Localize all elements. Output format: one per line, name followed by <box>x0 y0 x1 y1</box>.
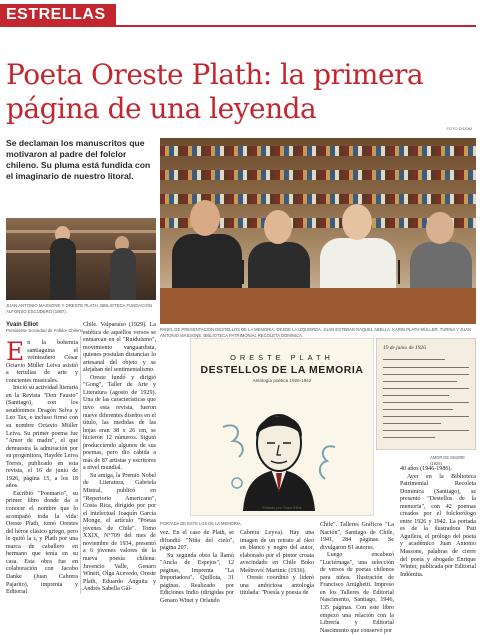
panelist-face <box>264 210 292 244</box>
section-bar <box>0 0 480 28</box>
panelist-face <box>342 204 372 240</box>
article-paragraph: 40 años (1946-1986). <box>400 466 452 472</box>
book-title: DESTELLOS DE LA MEMORIA <box>200 365 364 376</box>
bookshelf <box>6 230 156 233</box>
archive-photo-caption: JUAN ANTONIO MASSONE Y ORESTE PLATH, BIBLIOTECA FUNDACIÓN ALFONSO ESCUDERO (1987). <box>6 303 153 314</box>
byline-role: Presidente Sociedad de Folklor Chileno <box>6 328 84 333</box>
archive-photo <box>6 218 156 300</box>
article-paragraph: Ayer en la Biblioteca Patrimonial Recoleta Dominica (Santiago), se presentó "Destellos de la memoria", con 42 poemas creados por el folclorólogo entre 1926 y 1942. La portada es de la ilustradora Pati Aguilera, el prólogo del poeta y académico Juan Antonio Massone, palabras de cierre del poeta y abogado Enrique Winter, publicada por Editorial Indómita. <box>400 473 476 578</box>
manuscript-image <box>376 338 476 450</box>
panel-photo <box>160 138 476 324</box>
panelist-face <box>426 212 454 244</box>
manuscript-line <box>383 359 445 360</box>
article-paragraph: Su segunda obra la llamó "Ancla de Espejos", 12 páginas, Imprenta "La Importadora", Quillota, 31 páginas. Realizado por Ediciones Indio (dirigidas por Genaro Winet y Orlando <box>160 552 234 604</box>
article-paragraph: Escribió "Poemario", su primer libro donde da a conocer el nombre que lo acompañó toda la vida: Oreste Plath, tomó Orestes del héroe clásico griego, pero le quitó la s, y Plath por una marca de caballero en hermano que tenía en su casa. Esta obra fue en colaboración con Jacobo Danke (Juan Cabrera Pajarito), imprenta y Editorial <box>6 490 78 596</box>
article-paragraph: Cabrera Leyva). Hay una imagen de un retrato al óleo en blanco y negro del autor, elaborado por el pintor croata avecindado en Chile Boko Meštrović Martinic (1936). <box>240 530 314 574</box>
book-author: ORESTE PLATH <box>230 353 334 362</box>
article-column-2 <box>83 322 156 594</box>
article-paragraph: Oreste fundó y dirigió "Gong", Taller de Arte y Literatura (agosto de 1929). Una de las características que tuvo esta revista, fueron nueve diferentes diseños en el título, las medidas de las hojas eran 38 x 26 cm, se hicieron 12 números. Siguió producciendo algunos de sus poemas, pero dio cabida a más de 87 artistas y escritores a nivel mundial. <box>83 374 156 472</box>
manuscript-line <box>383 367 469 368</box>
manuscript-line <box>383 402 469 403</box>
manuscript-line <box>383 437 435 438</box>
poet-portrait-illustration <box>223 397 335 511</box>
manuscript-line <box>383 388 469 389</box>
panelist <box>248 242 310 294</box>
book-subtitle: Antología poética 1926-1942 <box>252 378 312 383</box>
microphone <box>398 260 400 284</box>
article-paragraph: Inició su actividad literaria en la Revista "Don Fausto" (Santiago), con los seudónimos Dragón Selva y Leo Tax, e incluso firmó con su nombre Octavio Müller Leiva. Su primer poema fue "Amor de madre", el que demuestra la admiración por su progenitora, Haydée Leiva Torres, publicado en esta revista, el 16 de junio de 1926, página 15, a los 18 años. <box>6 385 78 490</box>
column-divider <box>80 336 81 594</box>
book-edition: Editado por Yvain Elliot <box>262 506 302 510</box>
book-cover <box>190 338 374 516</box>
person-figure <box>110 248 136 300</box>
book-caption: PORTADA DE ESTE LOS DE LA MEMORIA. <box>160 521 242 526</box>
manuscript-line <box>383 416 469 417</box>
article-paragraph: En la bohemia santiaguina el veinteañero César Octavio Müller Leiva asistió a tertulias de arte y concientes musicales. <box>6 337 78 384</box>
article-paragraph: Su amiga, la Premio Nobel de Literatura, Gabriela Mistral, publicó en "Repertorio Americano", Costa Rica, dirigido por por el intelectual Joaquín García Monge, el artículo "Poetas jóvenes de Chile". Tomo XXIX, N°709 del mes de noviembre de 1934, presentó a 6 jóvenes valores de la nueva poesía chilena: Juvencio Valle, Genaro Winett, Olga Acevedo, Oreste Plath, Eduardo Anguita y Andrés Sabella Gál- <box>83 472 156 593</box>
article-column-6 <box>400 466 476 579</box>
article-paragraph: vez. En el caso de Plath, se difundió "Niña del cielo", página 207. <box>160 530 234 552</box>
microphone <box>242 260 244 284</box>
manuscript-date: 19 de junio de 1926 <box>383 345 426 351</box>
panel-photo-caption: PANEL DE PRESENTACIÓN DESTELLOS DE LA MEMORIA. DESDE LA IZQUIERDA, JUAN ESTEBAN RAQUEL ABELLA, KARIN PLATH MÜLLER, TURINA Y JUAN ANTONIO MASSONE, BIBLIOTECA PATRIMONIAL RECOLETA DOMINICA. <box>160 327 472 338</box>
article-column-5 <box>320 522 394 635</box>
bookshelf-row <box>160 146 476 156</box>
article-paragraph: Oreste coordinó y lideró una ambiciosa antología titulada: "Poesía y poesía de <box>240 575 314 597</box>
manuscript-line <box>383 430 469 431</box>
manuscript-line <box>383 381 457 382</box>
manuscript-line <box>383 374 469 375</box>
person-figure <box>50 238 76 300</box>
section-rule <box>0 25 476 27</box>
drop-cap: E <box>6 337 25 366</box>
headline: Poeta Oreste Plath: la primera página de una leyenda <box>6 58 424 125</box>
article-column-4 <box>240 530 314 598</box>
article-paragraph: Chile". Talleres Gráficos "La Nación", Santiago de Chile, 1941, 284 páginas. Se divulgaron 81 autores. <box>320 522 394 551</box>
bookshelf-row <box>160 170 476 180</box>
lede: Se declaman los manuscritos que motivaron al padre del folclor chileno. Su pluma está fundida con el imaginario de nuestro litoral. <box>6 138 151 181</box>
panel-table <box>160 288 476 324</box>
article-paragraph: Chile. Valparaíso (1929). La estética de aquellos versos se enmarcan en el "Ruiduismo", movimiento vanguardista, quienes postulan distancias lo artesanal del objeto y se alejaban del sentimentalismo. <box>83 322 156 374</box>
photo-credit: FOTO DIDOM <box>446 126 472 131</box>
section-label: ESTRELLAS <box>0 4 116 26</box>
panelist <box>320 238 396 294</box>
manuscript-line <box>383 409 453 410</box>
byline-name: Yvain Elliot <box>6 322 39 328</box>
manuscript-line <box>383 423 441 424</box>
article-paragraph: Luego encabezó "Luciérnaga", una selección de versos de poetas chilenos para niños. Ilustración de Francisco Amighetti. Impreso en los Talleres de Editorial Nascimento, Santiago, 1946, 135 páginas. Con este libro empezó una relación con la Librería y Editorial Nascimento que conservó por <box>320 552 394 634</box>
panelist-face <box>190 200 220 236</box>
article-column-3 <box>160 530 234 605</box>
panelist <box>172 234 242 294</box>
panelist <box>410 242 472 294</box>
manuscript-line <box>383 395 449 396</box>
manuscript-caption: AMOR DE MADRE (1926). <box>430 455 466 466</box>
article-column-1 <box>6 337 78 597</box>
